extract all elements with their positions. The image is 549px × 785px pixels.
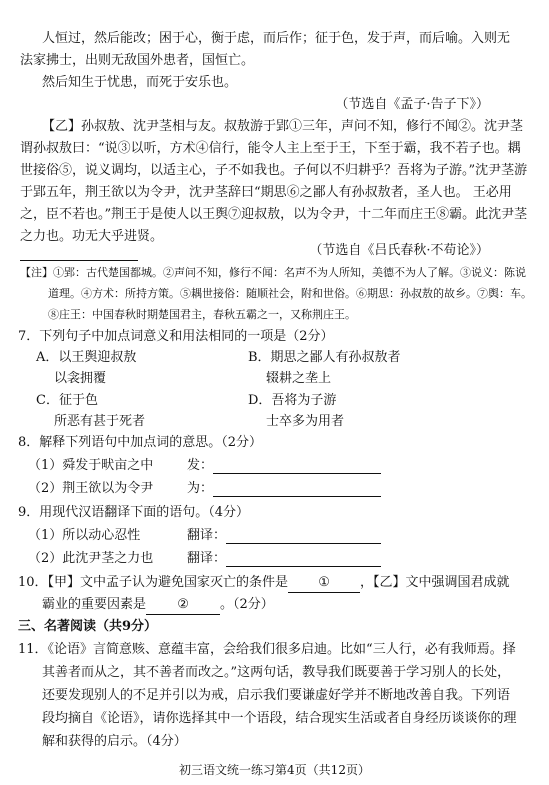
q11-line-4: 段均摘自《论语》，请你选择其中一个语段，结合现实生活或者自身经历谈谈你的理 bbox=[42, 711, 517, 726]
q8-item-2: （2）荆王欲以为令尹 bbox=[28, 481, 154, 496]
q8-label-2: 为： bbox=[187, 481, 214, 496]
q10-line-1 bbox=[18, 574, 510, 593]
notes-line-3: ⑧庄王：中国春秋时期楚国君主，春秋五霸之一，又称荆庄王。 bbox=[48, 308, 356, 321]
q9-item-1: （1）所以动心忍性 bbox=[28, 528, 141, 543]
source-b: （节选自《吕氏春秋·不苟论》） bbox=[309, 243, 489, 258]
q7-option-b-2: 辍耕之垄上 bbox=[266, 371, 332, 386]
q7-option-d: D．吾将为子游 bbox=[248, 393, 337, 408]
passage-a-line-2: 法家拂士，出则无敌国外患者，国恒亡。 bbox=[20, 53, 255, 68]
q8-label-1: 发： bbox=[187, 458, 214, 473]
passage-b-line-5: 之，臣不若也。”荆王于是使人以王舆⑦迎叔敖，以为令尹，十二年而庄王⑧霸。此沈尹茎 bbox=[20, 207, 528, 222]
q7-option-a: A．以王舆迎叔敖 bbox=[36, 350, 137, 365]
q10-text-3: 霸业的重要因素是 bbox=[42, 597, 147, 612]
q7-option-d-2: 士卒多为用者 bbox=[266, 414, 345, 429]
section-3-heading: 三、名著阅读（共9分） bbox=[18, 619, 158, 634]
q7-option-b: B．期思之鄙人有孙叔敖者 bbox=[248, 350, 401, 365]
q10-text-1: 10．【甲】文中孟子认为避免国家灭亡的条件是 bbox=[18, 575, 289, 590]
passage-b-line-6: 之力也。功无大乎进贤。 bbox=[20, 229, 164, 244]
q7-option-a-2: 以衾拥覆 bbox=[54, 371, 107, 386]
q7-option-c: C．征于色 bbox=[36, 393, 98, 408]
source-a: （节选自《孟子·告子下》） bbox=[335, 97, 489, 112]
q9-answer-line-2[interactable] bbox=[226, 566, 381, 567]
notes-line-1: 【注】①郢：古代楚国都城。②声问不知，修行不闻：名声不为人所知，美德不为人了解。③说义：陈说 bbox=[20, 266, 526, 279]
q10-line-2 bbox=[42, 596, 274, 615]
q11-line-3: 还要发现别人的不足并引以为戒，启示我们要谦虚好学并不断地改善自我。下列语 bbox=[42, 688, 511, 703]
q8-stem: 8．解释下列语句中加点词的意思。（2分） bbox=[18, 435, 263, 450]
q9-item-2: （2）此沈尹茎之力也 bbox=[28, 551, 154, 566]
q7-option-c-2: 所恶有甚于死者 bbox=[54, 414, 146, 429]
notes-divider bbox=[20, 260, 138, 261]
q9-label-2: 翻译： bbox=[187, 551, 227, 566]
passage-a-line-3: 然后知生于忧患，而死于安乐也。 bbox=[42, 75, 238, 90]
q11-line-5: 解和获得的启示。（4分） bbox=[42, 734, 187, 749]
q11-line-1: 11．《论语》言简意赅、意蕴丰富，会给我们很多启迪。比如“三人行，必有我师焉。择 bbox=[18, 642, 516, 657]
q10-blank-1[interactable]: ① bbox=[288, 574, 360, 593]
q8-answer-line-1[interactable] bbox=[213, 473, 381, 474]
q10-text-4: 。（2分） bbox=[220, 597, 274, 612]
notes-line-2: 道理。④方术：所持方策。⑤耦世接俗：随顺社会，附和世俗。⑥期思：孙叔敖的故乡。⑦舆：车。 bbox=[48, 287, 532, 300]
page-footer: 初三语文统一练习第4页（共12页） bbox=[179, 763, 370, 777]
passage-b-line-2: 谓孙叔敖曰：“说③以听，方术④信行，能令人主上至于王，下至于霸，我不若子也。耦 bbox=[20, 141, 521, 156]
q9-stem: 9．用现代汉语翻译下面的语句。（4分） bbox=[18, 505, 250, 520]
q8-answer-line-2[interactable] bbox=[213, 496, 381, 497]
q9-answer-line-1[interactable] bbox=[226, 543, 381, 544]
q10-text-2: ，【乙】文中强调国君成就 bbox=[360, 575, 510, 590]
passage-a-line-1: 人恒过，然后能改；困于心，衡于虑，而后作；征于色，发于声，而后喻。入则无 bbox=[42, 31, 511, 46]
q8-item-1: （1）舜发于畎亩之中 bbox=[28, 458, 154, 473]
passage-b-line-1: 【乙】孙叔敖、沈尹茎相与友。叔敖游于郢①三年，声问不知，修行不闻②。沈尹茎 bbox=[42, 119, 524, 134]
passage-b-line-4: 于郢五年，荆王欲以为令尹，沈尹茎辞曰“期思⑥之鄙人有孙叔敖者，圣人也。 王必用 bbox=[20, 185, 512, 200]
q11-line-2: 其善者而从之，其不善者而改之。”这两句话，教导我们既要善于学习别人的长处， bbox=[42, 665, 511, 680]
q10-blank-2[interactable]: ② bbox=[146, 596, 220, 615]
passage-b-line-3: 世接俗⑤，说义调均，以适主心，子不如我也。子何以不归耕乎？吾将为子游。”沈尹茎游 bbox=[20, 163, 528, 178]
q9-label-1: 翻译： bbox=[187, 528, 227, 543]
q7-stem: 7．下列句子中加点词意义和用法相同的一项是（2分） bbox=[18, 329, 334, 344]
